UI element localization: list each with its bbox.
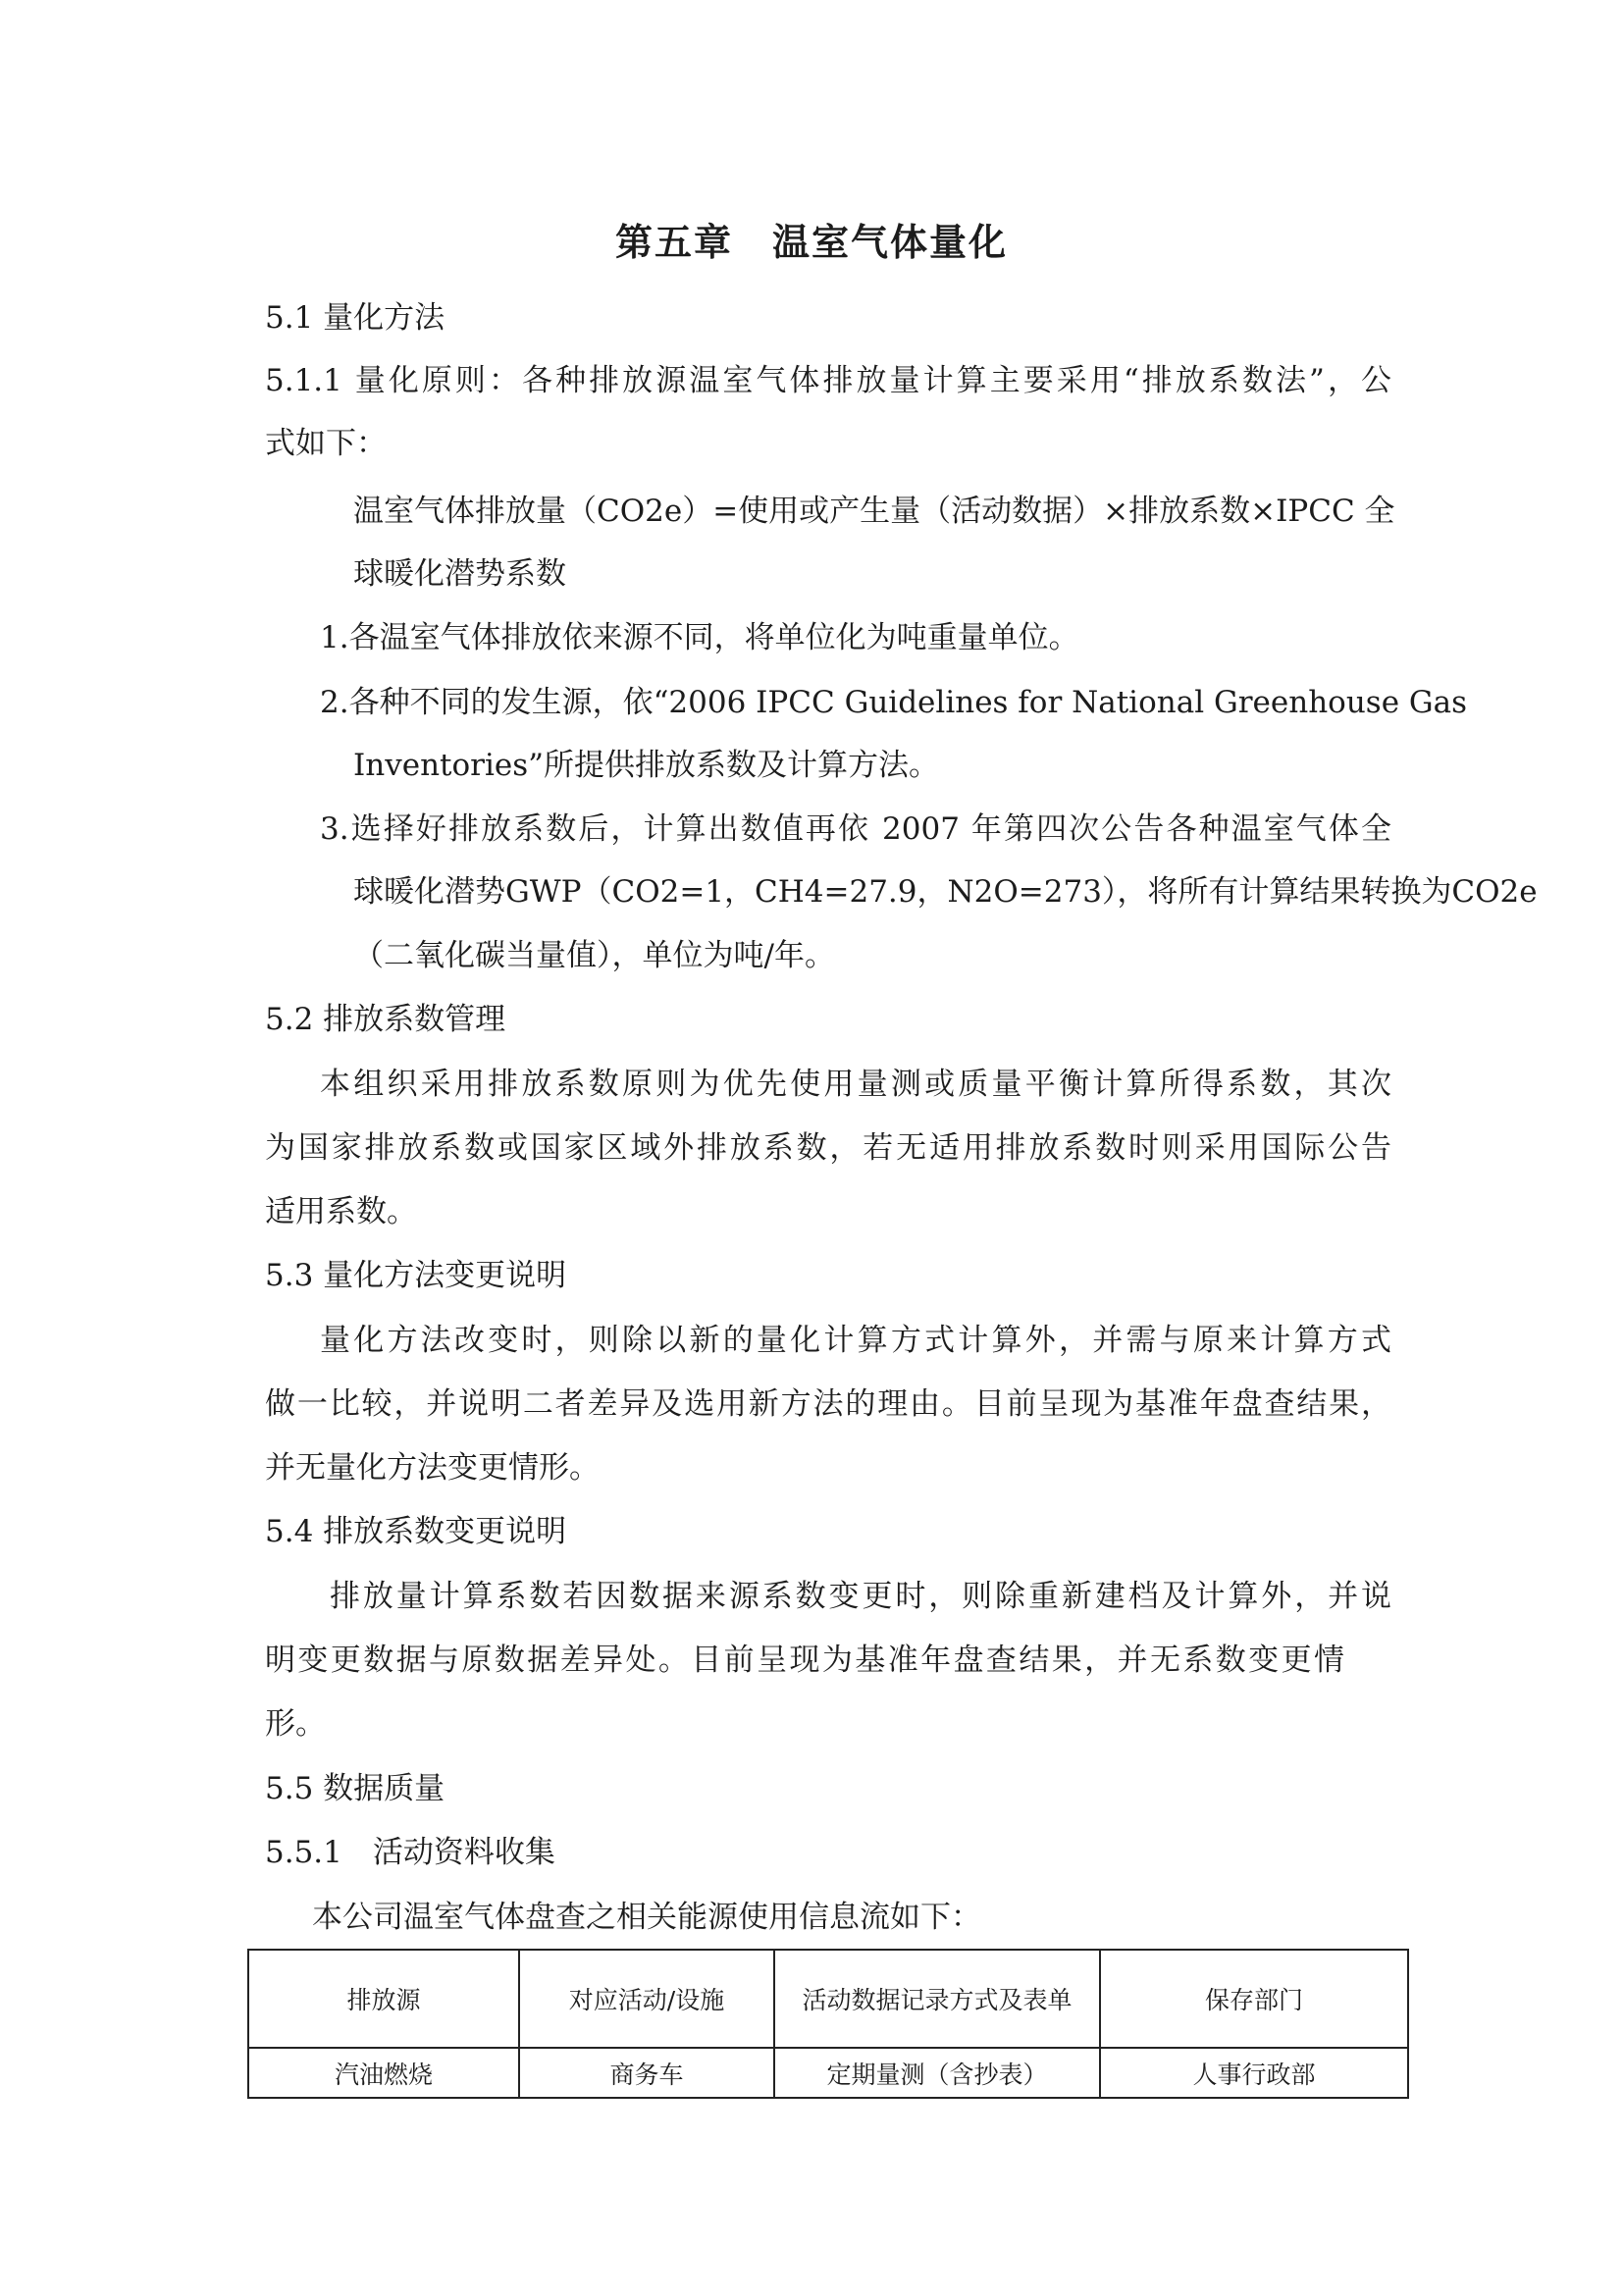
section-5-2-line-1: 本组织采用排放系数原则为优先使用量测或质量平衡计算所得系数，其次 <box>320 1067 1391 1102</box>
principle-line-1: 5.1.1 量化原则：各种排放源温室气体排放量计算主要采用“排放系数法”，公 <box>265 363 1391 398</box>
table-header-row <box>248 1950 1408 2048</box>
table-cell: 商务车 <box>519 2048 774 2098</box>
principle-line-2: 式如下： <box>265 426 387 461</box>
list-item-3-line-2: 球暖化潜势GWP（CO2=1，CH4=27.9，N2O=273），将所有计算结果转换为CO2e <box>353 874 1538 910</box>
formula-line-2: 球暖化潜势系数 <box>353 556 566 592</box>
section-5-2-line-2: 为国家排放系数或国家区域外排放系数，若无适用排放系数时则采用国际公告 <box>265 1130 1391 1166</box>
section-5-2-heading: 5.2 排放系数管理 <box>265 1002 506 1037</box>
section-5-4-line-3: 形。 <box>265 1706 326 1742</box>
column-header: 对应活动/设施 <box>519 1950 774 2048</box>
section-5-5-1-heading: 5.5.1 活动资料收集 <box>265 1835 555 1870</box>
column-header: 排放源 <box>248 1950 519 2048</box>
section-5-1-heading: 5.1 量化方法 <box>265 300 445 336</box>
section-5-5-heading: 5.5 数据质量 <box>265 1771 445 1806</box>
section-5-3-line-1: 量化方法改变时，则除以新的量化计算方式计算外，并需与原来计算方式 <box>320 1323 1391 1358</box>
list-item-2-line-2: Inventories”所提供排放系数及计算方法。 <box>353 748 939 783</box>
list-item-3-line-1: 3.选择好排放系数后，计算出数值再依 2007 年第四次公告各种温室气体全 <box>320 811 1391 847</box>
section-5-4-heading: 5.4 排放系数变更说明 <box>265 1514 567 1549</box>
list-item-1: 1.各温室气体排放依来源不同，将单位化为吨重量单位。 <box>320 620 1079 655</box>
table-cell: 定期量测（含抄表） <box>774 2048 1100 2098</box>
section-5-2-line-3: 适用系数。 <box>265 1194 417 1229</box>
column-header: 保存部门 <box>1100 1950 1408 2048</box>
list-item-3-line-3: （二氧化碳当量值），单位为吨/年。 <box>353 938 835 973</box>
chapter-title: 第五章 温室气体量化 <box>614 221 1008 264</box>
table-row <box>248 2048 1408 2098</box>
section-5-4-line-1: 排放量计算系数若因数据来源系数变更时，则除重新建档及计算外，并说 <box>330 1579 1391 1614</box>
section-5-4-line-2: 明变更数据与原数据差异处。目前呈现为基准年盘查结果，并无系数变更情 <box>265 1643 1344 1678</box>
info-flow-intro: 本公司温室气体盘查之相关能源使用信息流如下： <box>312 1900 981 1935</box>
energy-info-flow-table <box>247 1949 1409 2099</box>
list-item-2-line-1: 2.各种不同的发生源，依“2006 IPCC Guidelines for National Greenhouse Gas <box>320 685 1468 720</box>
table-cell: 汽油燃烧 <box>248 2048 519 2098</box>
table-cell: 人事行政部 <box>1100 2048 1408 2098</box>
section-5-3-line-3: 并无量化方法变更情形。 <box>265 1450 600 1486</box>
section-5-3-heading: 5.3 量化方法变更说明 <box>265 1258 567 1293</box>
formula-line-1: 温室气体排放量（CO2e）=使用或产生量（活动数据）×排放系数×IPCC 全 <box>353 494 1395 529</box>
section-5-3-line-2: 做一比较，并说明二者差异及选用新方法的理由。目前呈现为基准年盘查结果， <box>265 1386 1391 1422</box>
column-header: 活动数据记录方式及表单 <box>774 1950 1100 2048</box>
